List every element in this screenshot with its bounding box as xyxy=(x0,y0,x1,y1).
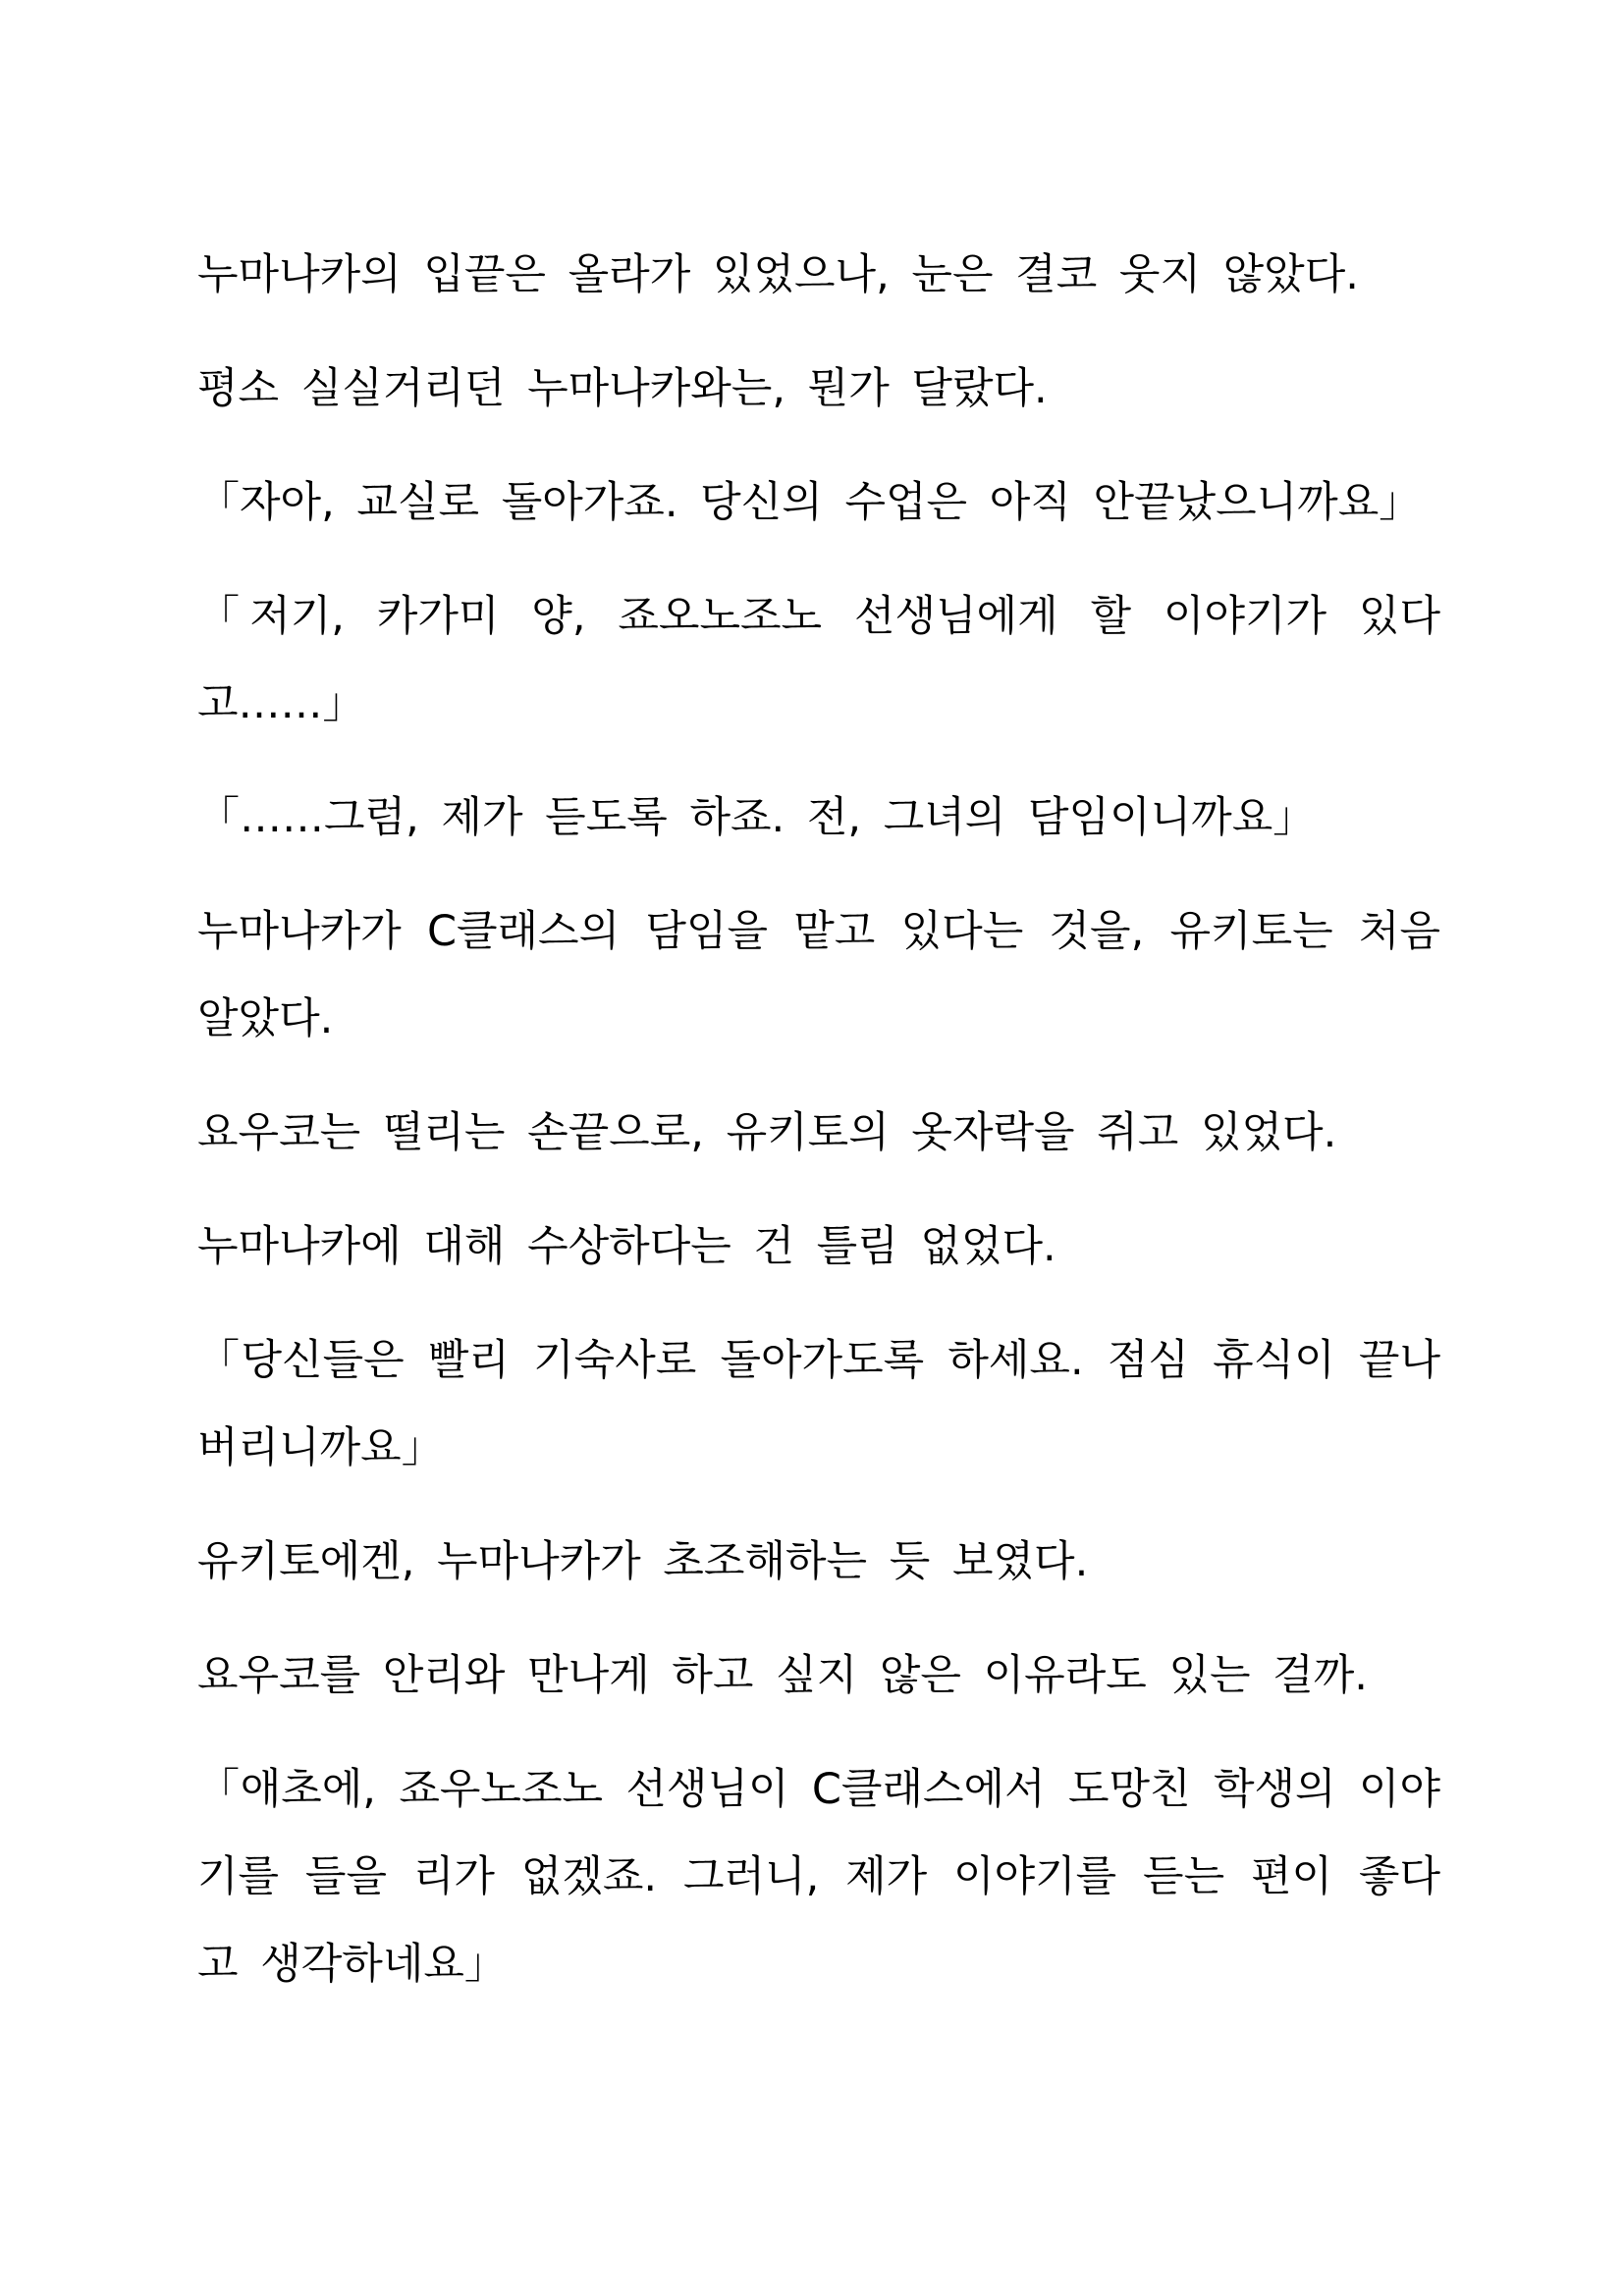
paragraph-10: 유키토에겐, 누마나카가 초조해하는 듯 보였다. xyxy=(197,1537,1089,1586)
paragraph-1: 누마나카의 입끝은 올라가 있었으나, 눈은 결코 웃지 않았다. xyxy=(197,250,1359,299)
paragraph-12: 「애초에, 죠우노조노 선생님이 C클래스에서 도망친 학생의 이야기를 들을 리가 없겠죠. 그러니, 제가 이야기를 듣는 편이 좋다고 생각하네요」 xyxy=(197,1765,1440,1989)
paragraph-8: 누마나카에 대해 수상하다는 건 틀림 없었다. xyxy=(197,1222,1056,1271)
paragraph-2: 평소 실실거리던 누마나카와는, 뭔가 달랐다. xyxy=(197,364,1048,413)
paragraph-5: 「……그럼, 제가 듣도록 하죠. 전, 그녀의 담임이니까요」 xyxy=(197,793,1316,842)
paragraph-7: 요우코는 떨리는 손끝으로, 유키토의 옷자락을 쥐고 있었다. xyxy=(197,1108,1337,1157)
body-text xyxy=(197,232,1440,2035)
paragraph-4: 「저기, 카가미 양, 죠오노조노 선생님에게 할 이야기가 있다고……」 xyxy=(197,592,1440,728)
paragraph-6: 누마나카가 C클래스의 담임을 맡고 있다는 것을, 유키토는 처음 알았다. xyxy=(197,907,1440,1043)
paragraph-3: 「자아, 교실로 돌아가죠. 당신의 수업은 아직 안끝났으니까요」 xyxy=(197,478,1422,527)
paragraph-9: 「당신들은 빨리 기숙사로 돌아가도록 하세요. 점심 휴식이 끝나버리니까요」 xyxy=(197,1336,1440,1472)
paragraph-11: 요우코를 안리와 만나게 하고 싶지 않은 이유라도 있는 걸까. xyxy=(197,1651,1368,1700)
